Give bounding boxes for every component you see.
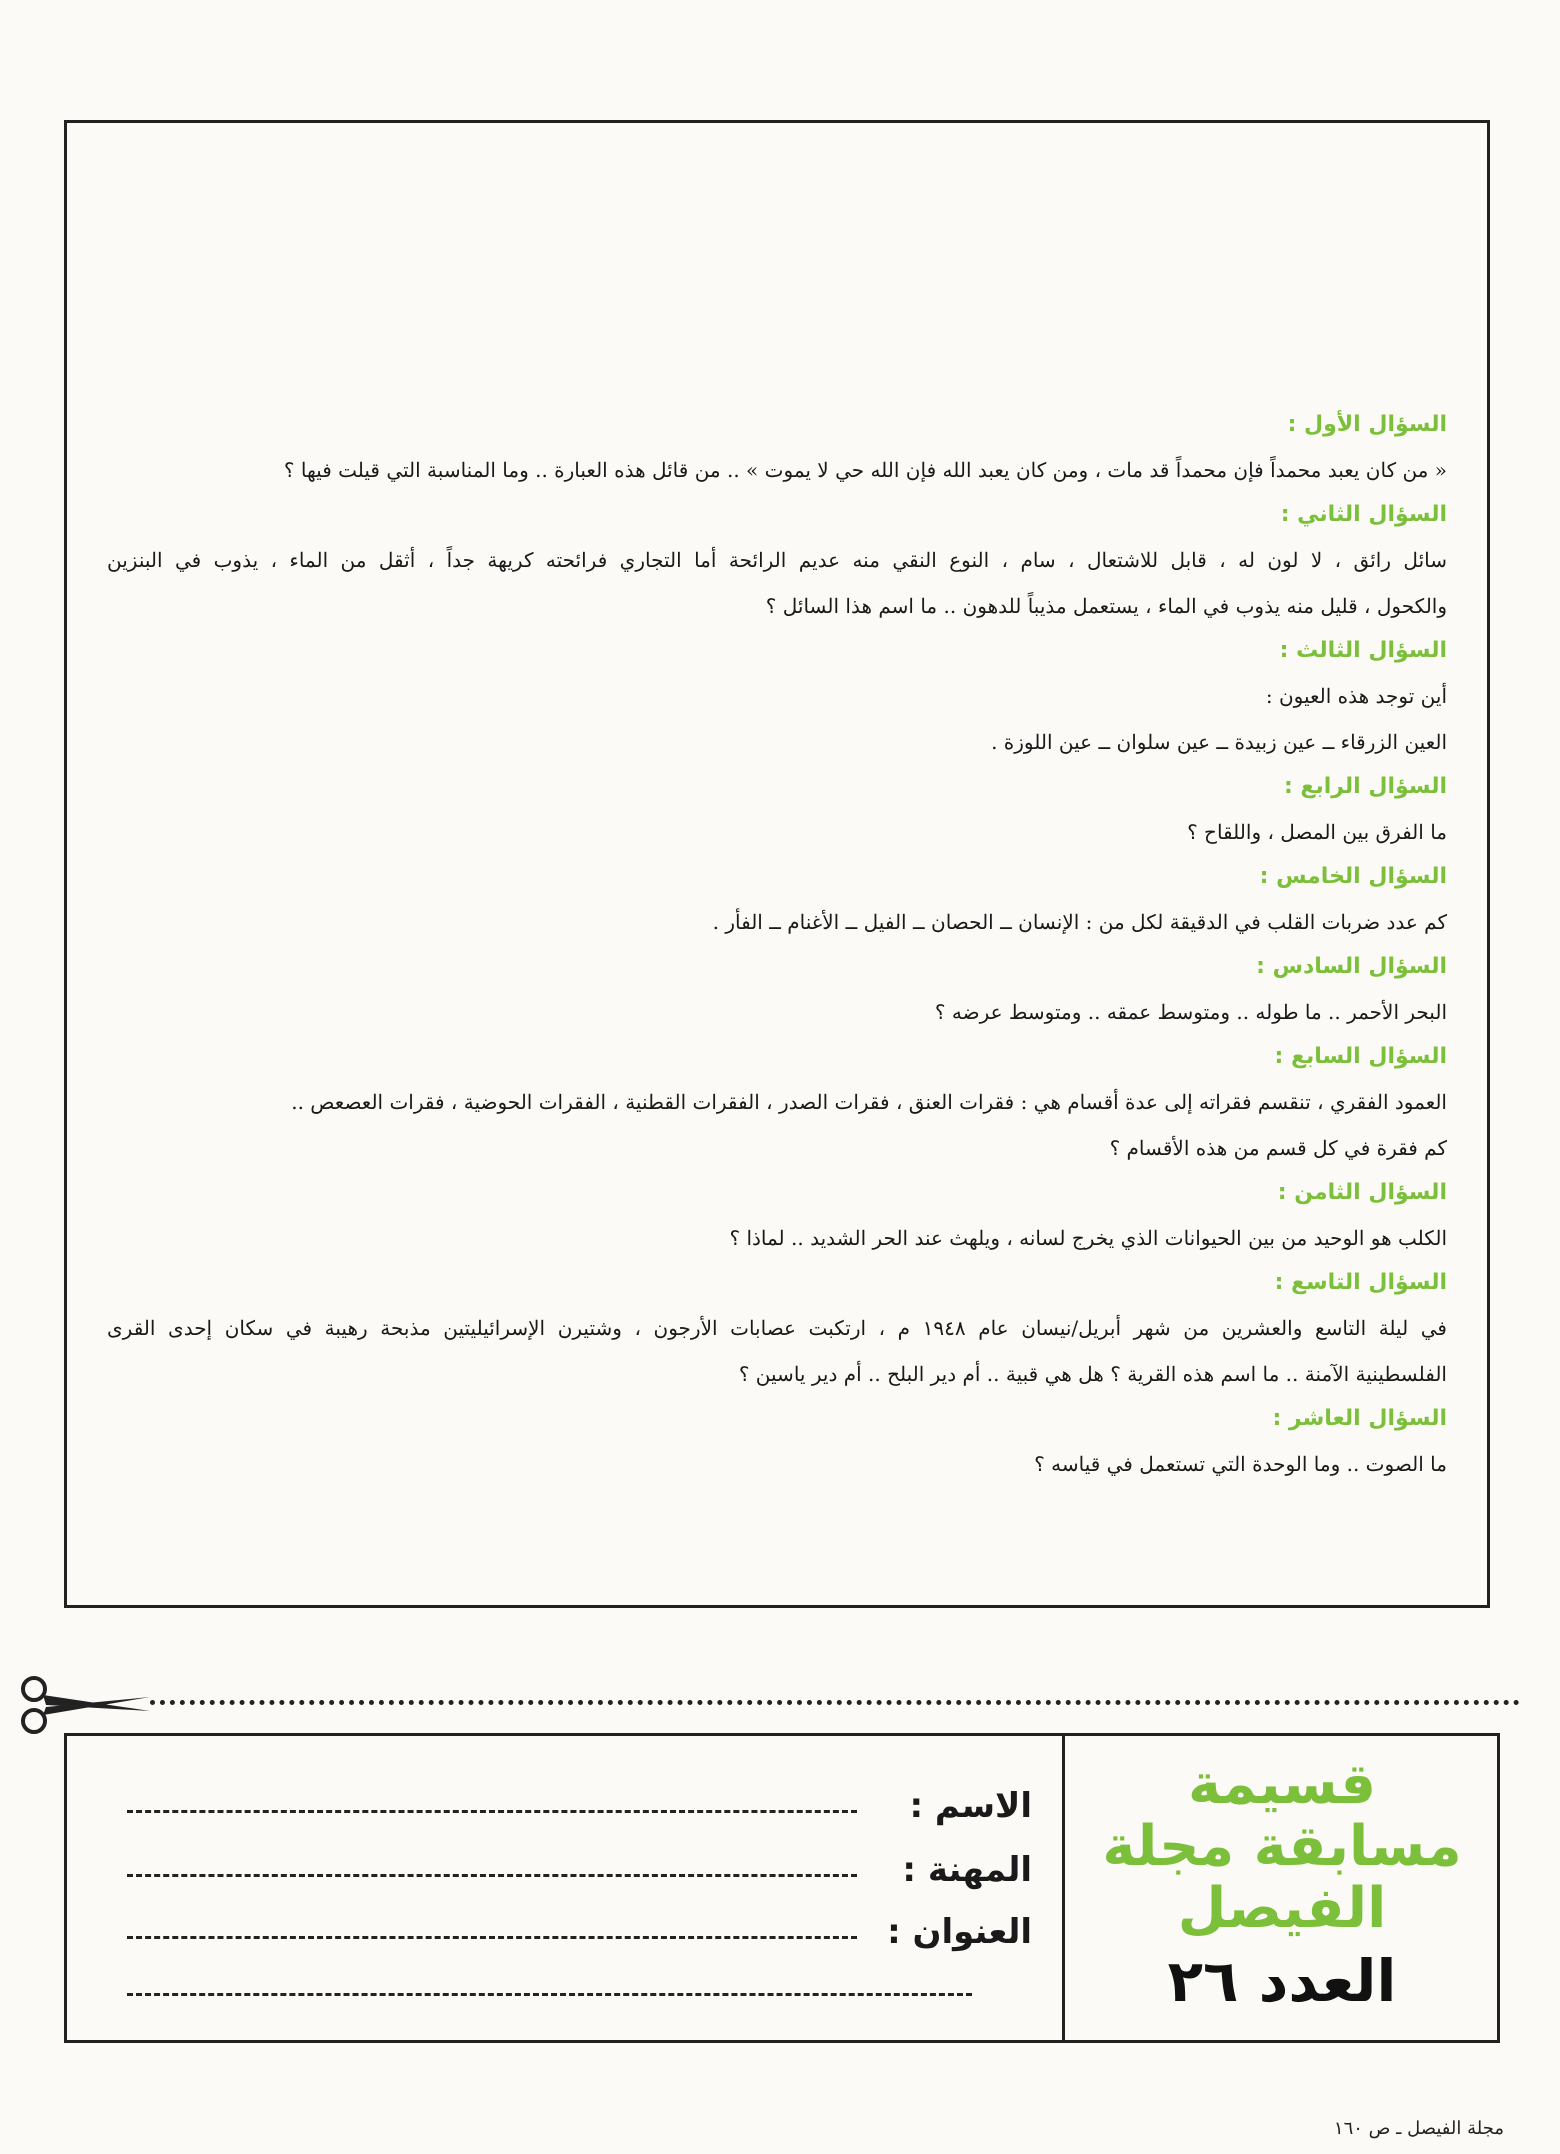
question-2-title: السؤال الثاني : [1280, 502, 1447, 527]
question-5-title: السؤال الخامس : [1259, 864, 1447, 889]
coupon-title-line-2: مسابقة مجلة [1102, 1814, 1462, 1879]
coupon-title-line-3: الفيصل [1177, 1876, 1387, 1941]
questions-list [107, 403, 1447, 1487]
questions-panel [64, 120, 1490, 1608]
question-9-text-line-2: الفلسطينية الآمنة .. ما اسم هذه القرية ؟ هل هي قبية .. أم دير البلح .. أم دير ياسين ؟ [738, 1362, 1447, 1386]
question-3-title: السؤال الثالث : [1279, 638, 1447, 663]
question-8-text: الكلب هو الوحيد من بين الحيوانات الذي يخرج لسانه ، ويلهث عند الحر الشديد .. لماذا ؟ [729, 1226, 1447, 1250]
question-5-text: كم عدد ضربات القلب في الدقيقة لكل من : الإنسان ــ الحصان ــ الفيل ــ الأغنام ــ الفأر . [712, 910, 1447, 934]
question-7-text-line-2: كم فقرة في كل قسم من هذه الأقسام ؟ [1109, 1136, 1447, 1160]
question-7-title: السؤال السابع : [1274, 1044, 1447, 1069]
address-field[interactable] [127, 1904, 1032, 1964]
issue-number: العدد ٢٦ [1167, 1947, 1397, 2015]
coupon-title-line-1: قسيمة [1187, 1752, 1376, 1817]
job-field[interactable] [127, 1842, 1032, 1902]
cut-line [10, 1675, 1520, 1735]
address-extra-field[interactable] [127, 1961, 1032, 2021]
question-6-text: البحر الأحمر .. ما طوله .. ومتوسط عمقه .. ومتوسط عرضه ؟ [934, 1000, 1447, 1024]
question-2-text-line-1: سائل رائق ، لا لون له ، قابل للاشتعال ، سام ، النوع النقي منه عديم الرائحة أما التجاري فرائحته كريهة جداً ، أثقل من الماء ، يذوب في البنزين [107, 548, 1447, 572]
question-8-title: السؤال الثامن : [1277, 1180, 1447, 1205]
coupon-form [64, 1733, 1500, 2043]
question-2-text-line-2: والكحول ، قليل منه يذوب في الماء ، يستعمل مذيباً للدهون .. ما اسم هذا السائل ؟ [765, 594, 1447, 618]
question-1-title: السؤال الأول : [1287, 412, 1447, 437]
name-field[interactable] [127, 1778, 1032, 1838]
dotted-cut-line [150, 1700, 1520, 1705]
page-footer: مجلة الفيصل ـ ص ١٦٠ [1333, 2118, 1504, 2139]
question-4-title: السؤال الرابع : [1283, 774, 1447, 799]
job-label: المهنة : [902, 1850, 1032, 1890]
name-line[interactable] [127, 1810, 857, 1813]
question-10-text: ما الصوت .. وما الوحدة التي تستعمل في قياسه ؟ [1034, 1452, 1447, 1476]
name-label: الاسم : [909, 1786, 1032, 1826]
question-10-title: السؤال العاشر : [1272, 1406, 1447, 1431]
question-3-text-line-2: العين الزرقاء ــ عين زبيدة ــ عين سلوان ــ عين اللوزة . [991, 730, 1447, 754]
job-line[interactable] [127, 1874, 857, 1877]
coupon-brand [1067, 1736, 1497, 2040]
address-extra-line[interactable] [127, 1993, 972, 1996]
question-6-title: السؤال السادس : [1256, 954, 1447, 979]
address-line[interactable] [127, 1936, 857, 1939]
question-7-text-line-1: العمود الفقري ، تنقسم فقراته إلى عدة أقسام هي : فقرات العنق ، فقرات الصدر ، الفقرات القطنية ، الفقرات الحوضية ، فقرات العصعص .. [291, 1090, 1447, 1114]
question-3-text-line-1: أين توجد هذه العيون : [1265, 684, 1447, 708]
address-label: العنوان : [887, 1912, 1032, 1952]
question-4-text: ما الفرق بين المصل ، واللقاح ؟ [1187, 820, 1447, 844]
question-9-text-line-1: في ليلة التاسع والعشرين من شهر أبريل/نيسان عام ١٩٤٨ م ، ارتكبت عصابات الأرجون ، وشتيرن الإسرائيليتين مذبحة رهيبة في سكان إحدى القرى [107, 1316, 1447, 1340]
coupon-divider [1062, 1736, 1065, 2040]
question-1-text: « من كان يعبد محمداً فإن محمداً قد مات ، ومن كان يعبد الله فإن الله حي لا يموت » .. من قائل هذه العبارة .. وما المناسبة التي قيلت فيها ؟ [283, 458, 1447, 482]
scissors-icon [10, 1675, 150, 1735]
question-9-title: السؤال التاسع : [1274, 1270, 1447, 1295]
